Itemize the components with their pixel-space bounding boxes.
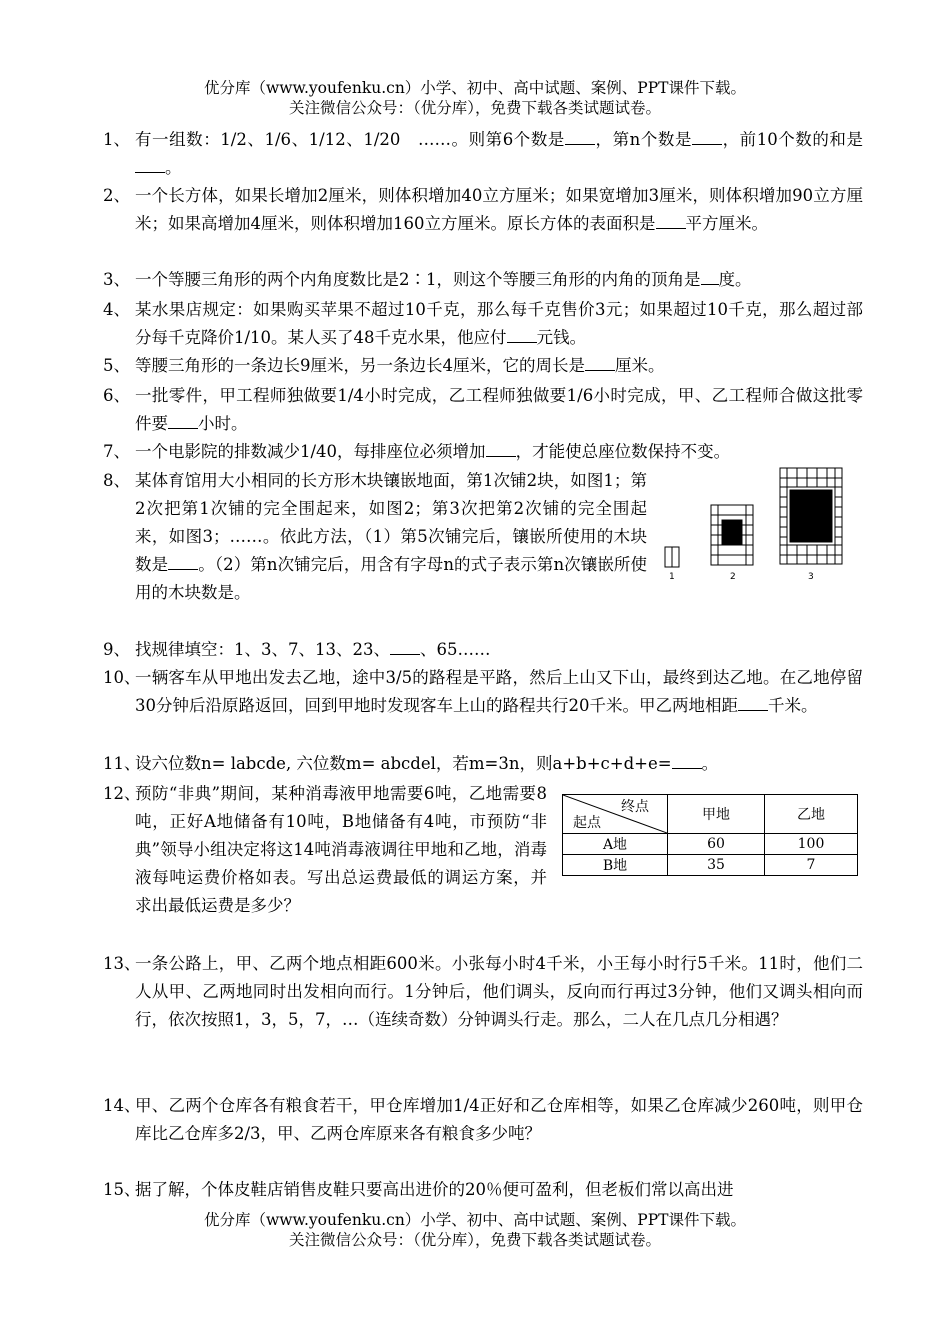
question-number: 11、 <box>103 754 141 773</box>
question-2 <box>103 182 863 238</box>
answer-blank[interactable] <box>565 126 595 145</box>
question-text: 一批零件，甲工程师独做要1/4小时完成，乙工程师独做要1/6小时完成，甲、乙工程师合做这批零件要 <box>135 386 863 433</box>
figure-3 <box>780 468 842 564</box>
question-13 <box>103 950 863 1034</box>
answer-blank[interactable] <box>507 324 537 343</box>
figure-2-label: 2 <box>730 572 736 582</box>
question-text: 千米。 <box>768 696 818 715</box>
answer-blank[interactable] <box>585 352 615 371</box>
question-number: 10、 <box>103 668 141 687</box>
question-text: 一个长方体，如果长增加2厘米，则体积增加40立方厘米；如果宽增加3厘米，则体积增加90立方厘米；如果高增加4厘米，则体积增加160立方厘米。原长方体的表面积是 <box>135 186 863 233</box>
question-text: 一个等腰三角形的两个内角度数比是2∶1，则这个等腰三角形的内角的顶角是 <box>135 270 701 289</box>
question-6 <box>103 382 863 438</box>
table-header: 甲地 <box>668 795 765 834</box>
question-text: ，才能使总座位数保持不变。 <box>515 442 731 461</box>
freight-table <box>562 794 858 876</box>
question-4 <box>103 296 863 352</box>
figure-1 <box>665 547 679 567</box>
question-5 <box>103 352 863 380</box>
question-number: 8、 <box>103 471 130 490</box>
table-row-label: A地 <box>563 834 668 855</box>
answer-blank[interactable] <box>701 266 719 285</box>
tiling-figure <box>660 465 850 590</box>
question-text: 一辆客车从甲地出发去乙地，途中3/5的路程是平路，然后上山又下山，最终到达乙地。在乙地停留30分钟后沿原路返回，回到甲地时发现客车上山的路程共行20千米。甲乙两地相距 <box>135 668 863 715</box>
question-number: 1、 <box>103 130 130 149</box>
table-header: 乙地 <box>765 795 858 834</box>
answer-blank[interactable] <box>486 438 516 457</box>
question-text: 一条公路上，甲、乙两个地点相距600米。小张每小时4千米，小王每小时行5千米。11时，他们二人从甲、乙两地同时出发相向而行。1分钟后，他们调头，反向而行再过3分钟，他们又调头相向而行，依次按照1，3，5，7，…（连续奇数）分钟调头行走。那么，二人在几点几分相遇？ <box>135 954 863 1029</box>
question-number: 2、 <box>103 186 130 205</box>
table-row <box>563 834 858 855</box>
question-number: 4、 <box>103 300 130 319</box>
corner-top-label: 终点 <box>621 799 649 815</box>
table-header-row <box>563 795 858 834</box>
corner-bottom-label: 起点 <box>573 815 601 831</box>
question-text: 。 <box>234 583 251 602</box>
question-number: 13、 <box>103 954 141 973</box>
page-footer <box>0 1210 950 1250</box>
figure-1-label: 1 <box>669 572 675 582</box>
question-text: 、65…… <box>420 640 491 659</box>
answer-blank[interactable] <box>168 551 198 570</box>
question-text: 小时。 <box>198 414 248 433</box>
header-line-1: 优分库（www.youfenku.cn）小学、初中、高中试题、案例、PPT课件下载。 <box>203 79 747 97</box>
question-text: 平方厘米。 <box>685 214 768 233</box>
answer-blank[interactable] <box>672 750 702 769</box>
question-text: ，前10个数的和是 <box>722 130 863 149</box>
question-text: 找规律填空：1、3、7、13、23、 <box>135 640 390 659</box>
footer-line-2: 关注微信公众号：（优分库），免费下载各类试题试卷。 <box>288 1231 661 1249</box>
answer-blank[interactable] <box>390 636 420 655</box>
question-11 <box>103 750 863 778</box>
table-cell: 100 <box>765 834 858 855</box>
figure-2 <box>711 505 753 565</box>
question-text: 一个电影院的排数减少1/40，每排座位必须增加 <box>135 442 486 461</box>
question-text: ，第n个数是 <box>594 130 693 149</box>
question-text: 某体育馆用大小相同的长方形木块镶嵌地面，第1次铺2块，如图1；第2次把第1次铺的完全围起来，如图2；第3次把第2次铺的完全围起来，如图3；……。依此方法，（1）第5次铺完后，镶嵌所使用的木块数是 <box>135 471 647 574</box>
answer-blank[interactable] <box>656 210 686 229</box>
question-text: 有一组数：1/2、1/6、1/12、1/20 ……。则第6个数是 <box>135 130 565 149</box>
answer-blank[interactable] <box>135 154 165 173</box>
question-number: 5、 <box>103 356 130 375</box>
question-text: 某水果店规定：如果购买苹果不超过10千克，那么每千克售价3元；如果超过10千克，那么超过部分每千克降价1/10。某人买了48千克水果，他应付 <box>135 300 863 347</box>
question-15 <box>103 1176 863 1204</box>
question-number: 14、 <box>103 1096 141 1115</box>
question-1 <box>103 126 863 182</box>
question-text: 预防“非典”期间，某种消毒液甲地需要6吨，乙地需要8吨，正好A地储备有10吨，B地储备有4吨，市预防“非典”领导小组决定将这14吨消毒液调往甲地和乙地，消毒液每吨运费价格如表。写出总运费最低的调运方案，并求出最低运费是多少？ <box>135 784 547 915</box>
question-number: 7、 <box>103 442 130 461</box>
question-9 <box>103 636 863 664</box>
question-text: 。（2）第n次铺完后，用含有字母n的式子表示第n次镶嵌所使用的木块数是 <box>135 555 647 602</box>
question-number: 6、 <box>103 386 130 405</box>
question-text: 。 <box>701 754 719 773</box>
figure-3-label: 3 <box>808 572 814 582</box>
page-header <box>0 78 950 118</box>
question-7 <box>103 438 863 466</box>
table-cell: 7 <box>765 855 858 876</box>
question-10 <box>103 664 863 720</box>
question-text: 厘米。 <box>615 356 665 375</box>
table-cell: 60 <box>668 834 765 855</box>
question-text: 元钱。 <box>536 328 587 347</box>
table-row <box>563 855 858 876</box>
table-row-label: B地 <box>563 855 668 876</box>
answer-blank[interactable] <box>168 410 198 429</box>
question-number: 3、 <box>103 270 130 289</box>
question-number: 15、 <box>103 1180 141 1199</box>
question-text: 据了解，个体皮鞋店销售皮鞋只要高出进价的20％便可盈利，但老板们常以高出进 <box>135 1180 734 1199</box>
question-text: 设六位数n= labcde, 六位数m= abcdel，若m=3n，则a+b+c+d+e= <box>135 754 672 773</box>
question-text: 。 <box>165 158 182 177</box>
header-line-2: 关注微信公众号：（优分库），免费下载各类试题试卷。 <box>288 99 661 117</box>
question-number: 12、 <box>103 784 141 803</box>
answer-blank[interactable] <box>738 692 768 711</box>
answer-blank[interactable] <box>692 126 722 145</box>
footer-line-1: 优分库（www.youfenku.cn）小学、初中、高中试题、案例、PPT课件下载。 <box>203 1211 747 1229</box>
question-3 <box>103 266 863 294</box>
question-text: 度。 <box>718 270 752 289</box>
question-14 <box>103 1092 863 1148</box>
question-text: 等腰三角形的一条边长9厘米，另一条边长4厘米，它的周长是 <box>135 356 585 375</box>
table-corner-cell <box>563 795 668 834</box>
question-text: 甲、乙两个仓库各有粮食若干，甲仓库增加1/4正好和乙仓库相等，如果乙仓库减少260吨，则甲仓库比乙仓库多2/3，甲、乙两仓库原来各有粮食多少吨？ <box>135 1096 863 1143</box>
table-cell: 35 <box>668 855 765 876</box>
question-number: 9、 <box>103 640 130 659</box>
